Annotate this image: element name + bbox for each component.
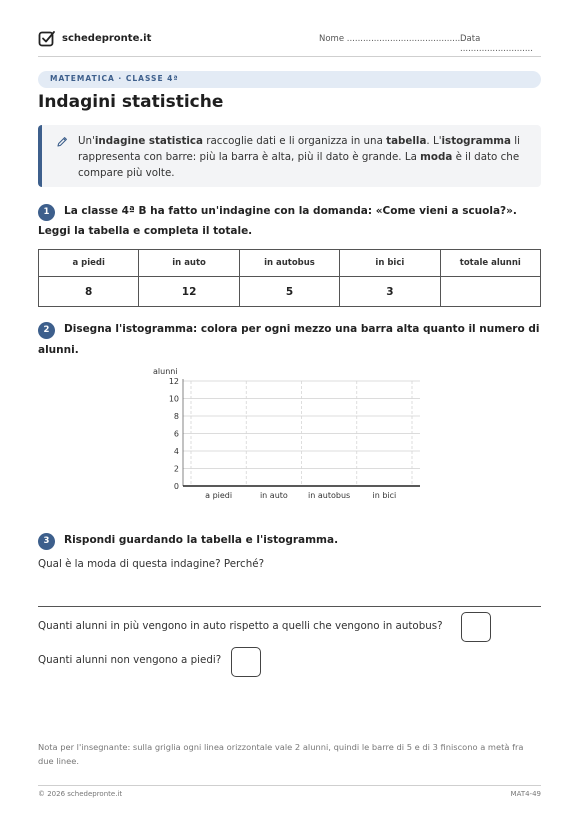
table-header-cell: in autobus: [239, 250, 339, 277]
survey-table: [38, 249, 541, 307]
info-text-part: Un': [78, 135, 95, 147]
question-3a: Qual è la moda di questa indagine? Perché?: [38, 558, 265, 570]
y-tick-label: 12: [168, 377, 179, 386]
question-3-title: Rispondi guardando la tabella e l'istogramma.: [64, 534, 339, 546]
info-text: [78, 133, 538, 181]
y-tick-label: 0: [173, 482, 179, 491]
question-1-number: 1: [38, 204, 55, 221]
footer-divider: [38, 785, 541, 786]
name-field[interactable]: Nome ..........................................: [319, 34, 461, 44]
footer-code: MAT4-49: [510, 790, 541, 798]
info-text-part: raccoglie dati e li organizza in una: [202, 135, 387, 147]
question-2-line-2: alunni.: [38, 344, 79, 356]
question-2-number: 2: [38, 322, 55, 339]
header-divider: [38, 56, 541, 57]
table-row: [39, 277, 541, 307]
date-field[interactable]: Data ...........................: [460, 34, 533, 54]
histogram-grid[interactable]: [145, 364, 425, 506]
pencil-icon: [56, 136, 68, 148]
x-tick-label: in auto: [259, 491, 288, 500]
y-tick-label: 4: [173, 447, 179, 456]
info-term-istogramma: istogramma: [441, 135, 511, 147]
table-header-cell: totale alunni: [440, 250, 540, 277]
y-tick-label: 10: [168, 394, 179, 404]
info-text-part: li rappresenta con barre: più la barra è alta, più il dato è grande. La: [78, 135, 520, 163]
table-cell: 12: [139, 277, 239, 307]
total-answer-cell[interactable]: [440, 277, 540, 307]
table-cell: 3: [340, 277, 440, 307]
header: [38, 30, 541, 52]
answer-box-3b[interactable]: [461, 612, 491, 642]
brand-name: schedepronte.it: [62, 33, 152, 44]
question-1-line-1: La classe 4ª B ha fatto un'indagine con la domanda: «Come vieni a scuola?».: [64, 205, 517, 217]
table-header-row: [39, 250, 541, 277]
x-tick-label: a piedi: [205, 491, 233, 500]
y-tick-label: 8: [173, 412, 179, 421]
footer-copyright: © 2026 schedepronte.it: [38, 790, 123, 798]
question-3b: Quanti alunni in più vengono in auto rispetto a quelli che vengono in autobus?: [38, 620, 443, 632]
answer-box-3c[interactable]: [231, 647, 261, 677]
info-term-moda: moda: [420, 151, 453, 163]
info-text-part: . L': [426, 135, 442, 147]
page-title: Indagini statistiche: [38, 92, 224, 112]
info-term-indagine: indagine statistica: [94, 135, 203, 147]
teacher-note: Nota per l'insegnante: sulla griglia ogni linea orizzontale vale 2 alunni, quindi le barre di 5 e di 3 finiscono a metà fra due linee.: [38, 742, 524, 766]
table-cell: 5: [239, 277, 339, 307]
subject-tag-label: MATEMATICA · CLASSE 4ª: [50, 74, 179, 83]
x-tick-label: in bici: [372, 491, 397, 500]
y-tick-label: 6: [173, 429, 179, 439]
table-header-cell: a piedi: [39, 250, 139, 277]
question-2-line-1: Disegna l'istogramma: colora per ogni mezzo una barra alta quanto il numero di: [64, 323, 540, 335]
question-3-number: 3: [38, 533, 55, 550]
y-tick-label: 2: [173, 464, 179, 474]
x-tick-label: in autobus: [308, 491, 351, 500]
info-term-tabella: tabella: [386, 135, 427, 147]
table-cell: 8: [39, 277, 139, 307]
y-axis-label: alunni: [153, 367, 178, 376]
table-header-cell: in auto: [139, 250, 239, 277]
checkbox-logo-icon: [38, 30, 56, 48]
info-text-part: è il dato che compare più volte.: [78, 151, 520, 179]
table-header-cell: in bici: [340, 250, 440, 277]
answer-line[interactable]: [38, 606, 541, 607]
info-box: [38, 125, 541, 187]
question-3c: Quanti alunni non vengono a piedi?: [38, 654, 222, 666]
subject-tag: [38, 71, 541, 88]
question-1-line-2: Leggi la tabella e completa il totale.: [38, 225, 253, 237]
